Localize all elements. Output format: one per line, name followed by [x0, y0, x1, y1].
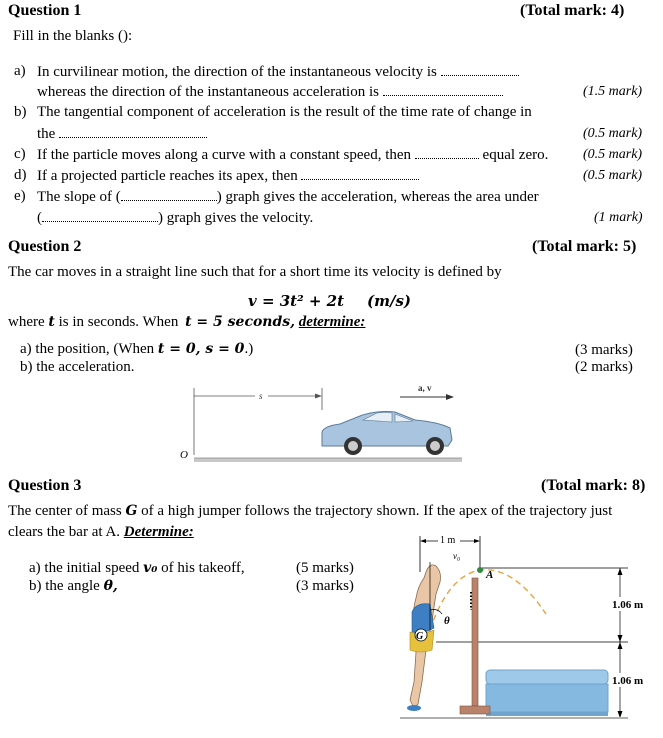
q2-a: a) the position, (When t = 0, s = 0.)	[20, 341, 254, 357]
one-m-label: 1 m	[440, 535, 456, 546]
q3-title: Question 3	[8, 477, 82, 494]
q3-a-mark: (5 marks)	[296, 560, 354, 576]
height-label-upper: 1.06 m	[612, 599, 644, 611]
blank-a1[interactable]	[441, 63, 519, 76]
blank-e1[interactable]	[121, 188, 217, 201]
q1-b-text: The tangential component of acceleration is the result of the time rate of change in	[37, 104, 532, 120]
q1-c-mark: (0.5 mark)	[583, 147, 643, 162]
blank-b[interactable]	[59, 125, 207, 138]
q1-c-label: c)	[14, 146, 26, 162]
q1-instruction: Fill in the blanks ():	[13, 28, 133, 44]
q2-equation-unit: (m/s)	[367, 292, 411, 310]
theta-label: θ	[444, 615, 450, 627]
v0-label: v₀	[453, 551, 461, 561]
q1-title: Question 1	[8, 2, 82, 19]
q1-a-text: In curvilinear motion, the direction of the instantaneous velocity is	[37, 63, 519, 81]
q1-a-mark: (1.5 mark)	[583, 84, 643, 99]
car-figure	[170, 380, 470, 470]
q2-where-line: where t is in seconds. When t = 5 seconds, determine:	[8, 314, 366, 330]
q3-total-mark: (Total mark: 8)	[541, 477, 646, 494]
q2-total-mark: (Total mark: 5)	[532, 238, 637, 255]
s-label: s	[259, 391, 263, 401]
q2-title: Question 2	[8, 238, 82, 255]
q3-text-line1: The center of mass G of a high jumper follows the trajectory shown. If the apex of the trajectory just	[8, 503, 613, 519]
q2-text: The car moves in a straight line such that for a short time its velocity is defined by	[8, 264, 502, 280]
point-a-label: A	[486, 569, 494, 581]
q1-a-text2: whereas the direction of the instantaneous acceleration is	[37, 83, 503, 101]
ground	[194, 458, 462, 462]
blank-e2[interactable]	[42, 209, 158, 222]
q1-e-text: The slope of ( ) graph gives the acceleration, whereas the area under	[37, 189, 539, 205]
q2-b: b) the acceleration.	[20, 359, 135, 375]
q1-total-mark: (Total mark: 4)	[520, 2, 625, 19]
blank-d[interactable]	[301, 167, 419, 180]
blank-a2[interactable]	[383, 83, 503, 96]
height-label-lower: 1.06 m	[612, 675, 644, 687]
q1-a-label: a)	[14, 63, 26, 79]
q1-d-text: If a projected particle reaches its apex, then	[37, 167, 419, 185]
q1-c-text: If the particle moves along a curve with a constant speed, then equal zero.	[37, 147, 549, 163]
q3-text-line2: clears the bar at A. Determine:	[8, 524, 194, 540]
landing-mat	[486, 670, 608, 716]
q2-b-mark: (2 marks)	[575, 359, 633, 375]
blank-c[interactable]	[415, 146, 479, 159]
high-jumper-figure	[396, 532, 660, 732]
q3-b-mark: (3 marks)	[296, 578, 354, 594]
q1-e-label: e)	[14, 188, 26, 204]
q2-a-mark: (3 marks)	[575, 342, 633, 358]
q1-e-text2: ( ) graph gives the velocity.	[37, 210, 314, 226]
q1-d-label: d)	[14, 167, 27, 183]
av-label: a, v	[418, 383, 432, 393]
q2-equation: v = 3t² + 2t	[248, 292, 345, 310]
g-label: G	[416, 631, 424, 642]
origin-label: O	[180, 449, 188, 461]
q1-b-mark: (0.5 mark)	[583, 126, 643, 141]
q1-b-label: b)	[14, 104, 27, 120]
q3-b: b) the angle θ,	[29, 578, 118, 594]
bar-point-a	[477, 567, 483, 573]
car-icon	[322, 412, 452, 456]
q1-d-mark: (0.5 mark)	[583, 168, 643, 183]
q1-b-text2: the	[37, 125, 207, 143]
q3-a: a) the initial speed v₀ of his takeoff,	[29, 560, 245, 576]
q1-e-mark: (1 mark)	[594, 210, 643, 225]
